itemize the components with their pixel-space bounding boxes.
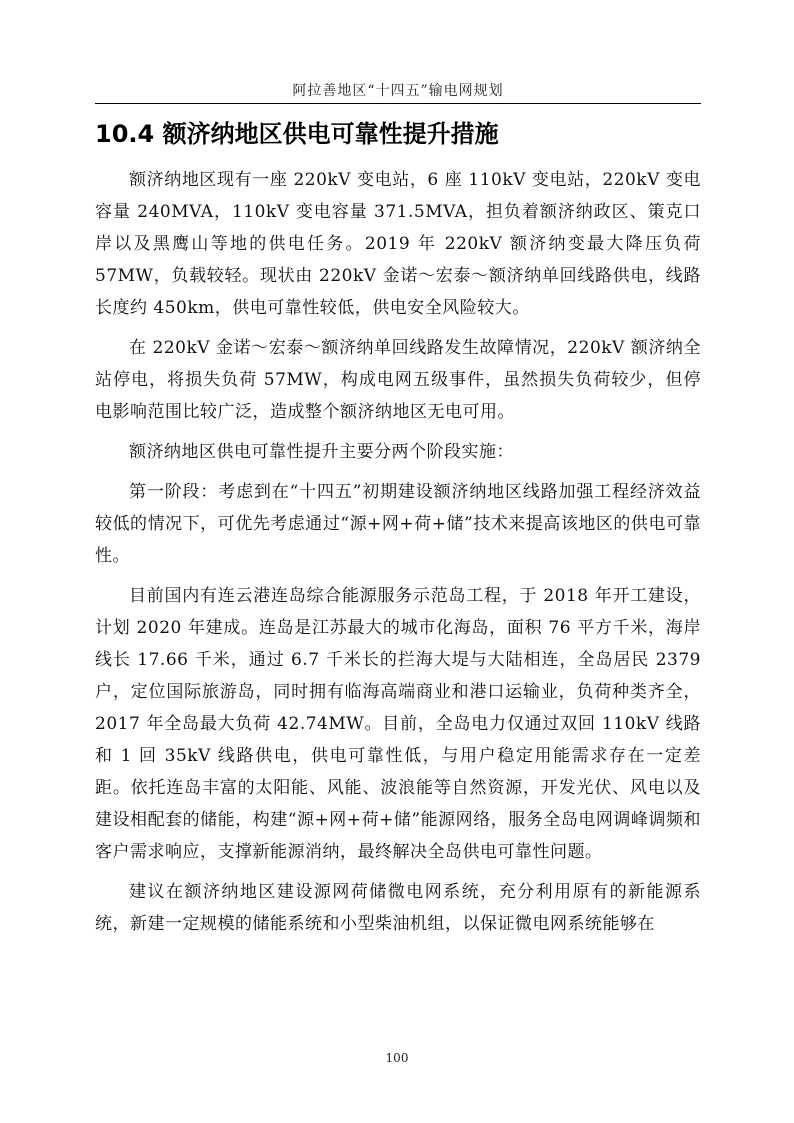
header-divider — [95, 103, 701, 104]
running-header: 阿拉善地区“十四五”输电网规划 — [292, 83, 504, 99]
paragraph-lianyungang-case: 目前国内有连云港连岛综合能源服务示范岛工程，于 2018 年开工建设，计划 2020 年建成。连岛是江苏最大的城市化海岛，面积 76 平方千米，海岸线长 17.66 千米，通过 6.7 千米长的拦海大堤与大陆相连，全岛居民 2379 户，定位国际旅游岛，同时拥有临海高端商业和港口运输业，负荷种类齐全，2017 年全岛最大负荷 42.74MW。目前，全岛电力仅通过双回 110kV 线路和 1 回 35kV 线路供电，供电可靠性低，与用户稳定用能需求存在一定差距。依托连岛丰富的太阳能、风能、波浪能等自然资源，开发光伏、风电以及建设相配套的储能，构建“源+网+荷+储”能源网络，服务全岛电网调峰调频和客户需求响应，支撑新能源消纳，最终解决全岛供电可靠性问题。 — [95, 586, 701, 862]
paragraph-overview: 额济纳地区现有一座 220kV 变电站，6 座 110kV 变电站，220kV 变电容量 240MVA，110kV 变电容量 371.5MVA，担负着额济纳政区、策克口岸以及黑鹰山等地的供电任务。2019 年 220kV 额济纳变最大降压负荷 57MW，负载较轻。现状由 220kV 金诺～宏泰～额济纳单回线路供电，线路长度约 450km，供电可靠性较低，供电安全风险较大。 — [95, 170, 701, 318]
paragraph-stages-intro: 额济纳地区供电可靠性提升主要分两个阶段实施： — [129, 442, 514, 462]
section-title: 10.4 额济纳地区供电可靠性提升措施 — [95, 120, 499, 148]
paragraph-fault-impact: 在 220kV 金诺～宏泰～额济纳单回线路发生故障情况，220kV 额济纳全站停电，将损失负荷 57MW，构成电网五级事件，虽然损失负荷较少，但停电影响范围比较广泛，造成整个额济纳地区无电可用。 — [95, 338, 701, 422]
paragraph-recommendation: 建议在额济纳地区建设源网荷储微电网系统，充分利用原有的新能源系统，新建一定规模的储能系统和小型柴油机组，以保证微电网系统能够在 — [95, 882, 701, 934]
body-text — [95, 164, 701, 948]
paragraph-stage-one: 第一阶段：考虑到在“十四五”初期建设额济纳地区线路加强工程经济效益较低的情况下，可优先考虑通过“源+网+荷+储”技术来提高该地区的供电可靠性。 — [95, 482, 701, 566]
page-number: 100 — [385, 1051, 409, 1065]
